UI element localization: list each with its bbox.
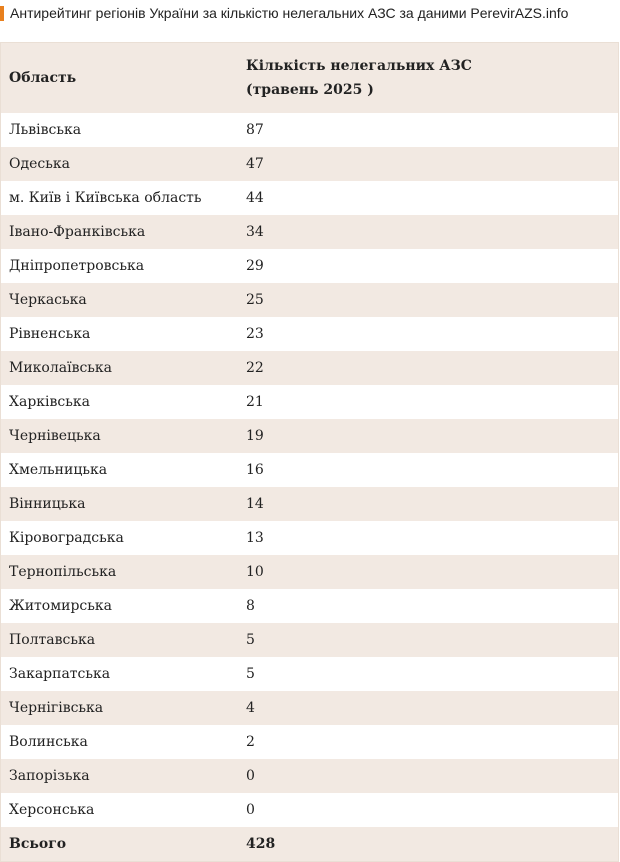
- count-cell: 16: [246, 462, 264, 478]
- count-cell: 14: [246, 496, 264, 512]
- table-row: [1, 385, 618, 419]
- table-row: [1, 555, 618, 589]
- table-row: [1, 113, 618, 147]
- count-cell: 4: [246, 700, 255, 716]
- region-cell: Херсонська: [9, 802, 95, 818]
- regions-table-container: [0, 42, 619, 862]
- region-cell: Закарпатська: [9, 666, 111, 682]
- header-count-line1: Кількість нелегальних АЗС: [246, 58, 472, 74]
- count-cell: 0: [246, 768, 255, 784]
- table-row: [1, 453, 618, 487]
- region-cell: Кіровоградська: [9, 530, 124, 546]
- table-row: [1, 657, 618, 691]
- region-cell: Тернопільська: [9, 564, 117, 580]
- table-row: [1, 793, 618, 827]
- region-cell: Волинська: [9, 734, 88, 750]
- count-cell: 25: [246, 292, 264, 308]
- region-cell: Вінницька: [9, 496, 86, 512]
- count-cell: 87: [246, 122, 264, 138]
- table-header-row: [1, 43, 618, 113]
- count-cell: 34: [246, 224, 264, 240]
- count-cell: 19: [246, 428, 264, 444]
- region-cell: Івано-Франківська: [9, 224, 146, 240]
- count-cell: 47: [246, 156, 264, 172]
- table-row: [1, 317, 618, 351]
- header-count: [241, 43, 618, 113]
- table-body: [1, 113, 618, 827]
- table-row: [1, 215, 618, 249]
- count-cell: 8: [246, 598, 255, 614]
- header-region: Область: [9, 70, 77, 86]
- table-total-row: [1, 827, 618, 861]
- table-row: [1, 147, 618, 181]
- table-row: [1, 249, 618, 283]
- count-cell: 29: [246, 258, 264, 274]
- region-cell: Миколаївська: [9, 360, 113, 376]
- region-cell: Чернівецька: [9, 428, 101, 444]
- table-row: [1, 419, 618, 453]
- table-row: [1, 691, 618, 725]
- header-count-line2: (травень 2025 ): [246, 82, 374, 98]
- region-cell: Харківська: [9, 394, 90, 410]
- region-cell: Черкаська: [9, 292, 87, 308]
- table-row: [1, 725, 618, 759]
- region-cell: Рівненська: [9, 326, 91, 342]
- count-cell: 5: [246, 632, 255, 648]
- table-row: [1, 589, 618, 623]
- table-row: [1, 487, 618, 521]
- count-cell: 10: [246, 564, 264, 580]
- table-row: [1, 623, 618, 657]
- table-caption: Антирейтинг регіонів України за кількістю нелегальних АЗС за даними PerevirAZS.info: [0, 6, 616, 21]
- region-cell: Одеська: [9, 156, 70, 172]
- region-cell: Хмельницька: [9, 462, 108, 478]
- table-row: [1, 283, 618, 317]
- total-count: 428: [246, 836, 276, 852]
- count-cell: 13: [246, 530, 264, 546]
- region-cell: Житомирська: [9, 598, 112, 614]
- count-cell: 2: [246, 734, 255, 750]
- count-cell: 21: [246, 394, 264, 410]
- count-cell: 44: [246, 190, 264, 206]
- region-cell: м. Київ і Київська область: [9, 190, 202, 206]
- region-cell: Полтавська: [9, 632, 96, 648]
- table-row: [1, 181, 618, 215]
- table-row: [1, 759, 618, 793]
- table-row: [1, 521, 618, 555]
- total-label: Всього: [9, 836, 67, 852]
- count-cell: 22: [246, 360, 264, 376]
- regions-table: [1, 43, 618, 861]
- region-cell: Чернігівська: [9, 700, 104, 716]
- count-cell: 23: [246, 326, 264, 342]
- region-cell: Запорізька: [9, 768, 90, 784]
- region-cell: Львівська: [9, 122, 82, 138]
- table-row: [1, 351, 618, 385]
- count-cell: 5: [246, 666, 255, 682]
- count-cell: 0: [246, 802, 255, 818]
- region-cell: Дніпропетровська: [9, 258, 145, 274]
